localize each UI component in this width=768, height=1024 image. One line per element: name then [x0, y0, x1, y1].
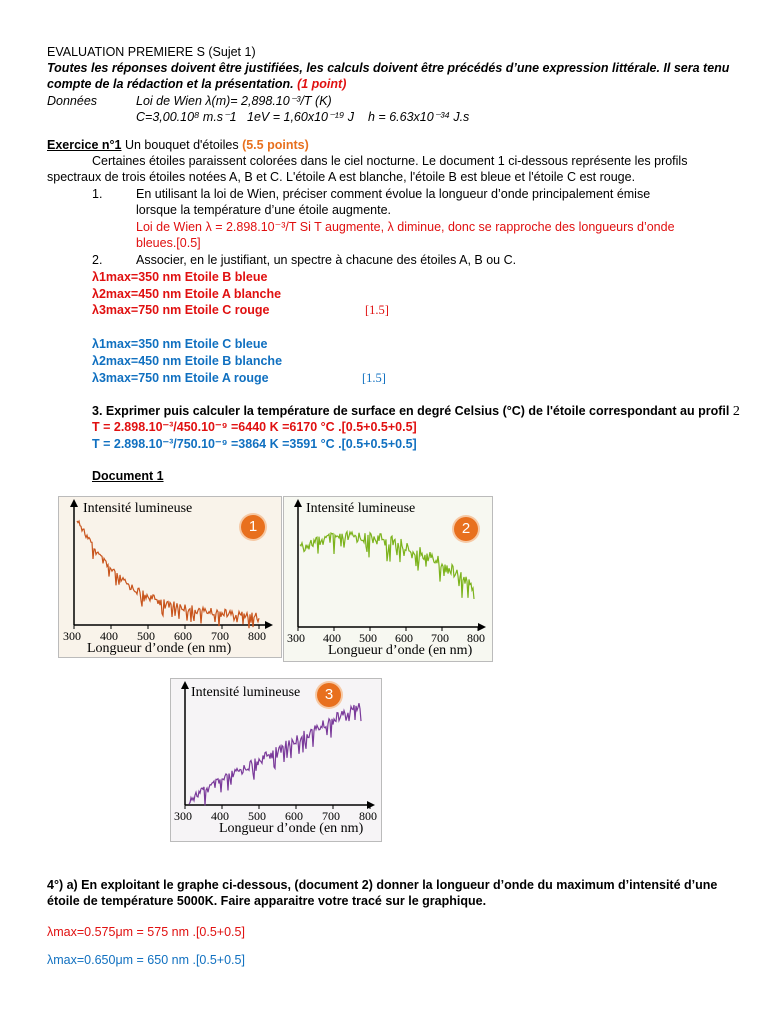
plot-3-ylabel: Intensité lumineuse: [191, 685, 301, 700]
plot-2-tick-700: 700: [431, 631, 449, 645]
instructions-points: (1 point): [297, 77, 347, 91]
plot-1-ylabel: Intensité lumineuse: [83, 501, 193, 516]
q1-line-2: lorsque la température d’une étoile augmente.: [136, 203, 392, 217]
a1-line-1: Loi de Wien λ = 2.898.10⁻³/T Si T augmente, λ diminue, donc se rapproche des longueurs d’onde: [136, 220, 675, 234]
plot-3-tick-400: 400: [211, 809, 229, 823]
spectrum-plot-3-svg: [171, 679, 381, 841]
spectrum-plot-2: [283, 496, 493, 662]
red-answer-1: λ1max=350 nm Etoile B bleue: [92, 270, 268, 284]
spectrum-curve-3: [189, 703, 361, 805]
q4-line-2: étoile de température 5000K. Faire apparaitre votre tracé sur le graphique.: [47, 894, 487, 908]
plot-3-tick-300: 300: [174, 809, 192, 823]
q4-answer-red: λmax=0.575μm = 575 nm .[0.5+0.5]: [47, 925, 245, 939]
donnees-h: h = 6.63x10⁻³⁴ J.s: [368, 110, 470, 124]
blue-answer-2: λ2max=450 nm Etoile B blanche: [92, 354, 283, 368]
exercice-points: (5.5 points): [242, 138, 309, 152]
plot-3-tick-800: 800: [359, 809, 377, 823]
red-answer-3: λ3max=750 nm Etoile C rouge: [92, 303, 270, 317]
page-title: EVALUATION PREMIERE S (Sujet 1): [47, 45, 256, 59]
plot-1-badge: 1: [241, 515, 265, 539]
instructions-text: compte de la rédaction et la présentation.: [47, 77, 294, 91]
q4-line-1: 4°) a) En exploitant le graphe ci-dessous, (document 2) donner la longueur d’onde du maximum d’intensité d’une: [47, 878, 718, 892]
plot-1-tick-800: 800: [248, 629, 266, 643]
exercice-heading-line: [47, 137, 309, 153]
a1-line-2: bleues.[0.5]: [136, 236, 201, 250]
instructions-line-2: [47, 76, 346, 92]
a3-blue: T = 2.898.10⁻³/750.10⁻⁹ =3864 K =3591 °C .[0.5+0.5+0.5]: [92, 437, 417, 451]
plot-2-tick-400: 400: [323, 631, 341, 645]
blue-score: [1.5]: [362, 371, 386, 385]
donnees-wien: Loi de Wien λ(m)= 2,898.10⁻³/T (K): [136, 94, 332, 108]
plot-2-ylabel: Intensité lumineuse: [306, 501, 416, 516]
donnees-c: C=3,00.10⁸ m.s⁻1: [136, 110, 237, 124]
plot-1-tick-600: 600: [174, 629, 192, 643]
spectrum-curve-1: [77, 521, 259, 628]
document1-title: Document 1: [92, 469, 164, 483]
q2-number: 2.: [92, 253, 103, 267]
intro-line-2: spectraux de trois étoiles notées A, B et C. L'étoile A est blanche, l'étoile B est bleue et l'étoile C est rouge.: [47, 170, 636, 184]
donnees-ev: 1eV = 1,60x10⁻¹⁹ J: [247, 110, 355, 124]
blue-answer-1: λ1max=350 nm Etoile C bleue: [92, 337, 268, 351]
q3-tail: 2: [732, 404, 740, 419]
plot-1-tick-400: 400: [100, 629, 118, 643]
spectrum-plot-3: [170, 678, 382, 842]
q1-number: 1.: [92, 187, 103, 201]
plot-2-xlabel: Longueur d’onde (en nm): [328, 643, 473, 658]
plot-1-tick-700: 700: [211, 629, 229, 643]
red-answer-2: λ2max=450 nm Etoile A blanche: [92, 287, 282, 301]
exercice-name: Un bouquet d'étoiles: [124, 138, 239, 152]
plot-2-tick-800: 800: [467, 631, 485, 645]
donnees-label: Données: [47, 94, 98, 108]
spectrum-curve-2: [300, 532, 474, 599]
plot-3-xlabel: Longueur d’onde (en nm): [219, 821, 364, 836]
a3-red: T = 2.898.10⁻³/450.10⁻⁹ =6440 K =6170 °C .[0.5+0.5+0.5]: [92, 420, 417, 434]
q3-text-line: [92, 403, 740, 420]
q2-text: Associer, en le justifiant, un spectre à chacune des étoiles A, B ou C.: [136, 253, 517, 267]
plot-2-badge: 2: [454, 517, 478, 541]
plot-2-tick-300: 300: [287, 631, 305, 645]
blue-answer-3: λ3max=750 nm Etoile A rouge: [92, 371, 269, 385]
intro-line-1: Certaines étoiles paraissent colorées dans le ciel nocturne. Le document 1 ci-dessous représente les profils: [92, 154, 688, 168]
plot-1-xlabel: Longueur d’onde (en nm): [87, 641, 232, 656]
plot-2-tick-600: 600: [395, 631, 413, 645]
exercice-heading: Exercice n°1: [47, 138, 122, 152]
plot-3-tick-500: 500: [248, 809, 266, 823]
q1-line-1: En utilisant la loi de Wien, préciser comment évolue la longueur d’onde principalement émise: [136, 187, 651, 201]
red-score: [1.5]: [365, 303, 389, 317]
plot-2-tick-500: 500: [359, 631, 377, 645]
plot-1-tick-500: 500: [137, 629, 155, 643]
plot-1-tick-300: 300: [63, 629, 81, 643]
spectrum-plot-1: [58, 496, 282, 658]
plot-3-tick-600: 600: [285, 809, 303, 823]
plot-3-badge: 3: [317, 683, 341, 707]
plot-3-tick-700: 700: [322, 809, 340, 823]
instructions-line-1: Toutes les réponses doivent être justifiées, les calculs doivent être précédés d’une expression littérale. Il sera tenu: [47, 61, 730, 75]
q4-answer-blue: λmax=0.650μm = 650 nm .[0.5+0.5]: [47, 953, 245, 967]
q3-text: 3. Exprimer puis calculer la température de surface en degré Celsius (°C) de l'étoile correspondant au profil: [92, 404, 730, 418]
